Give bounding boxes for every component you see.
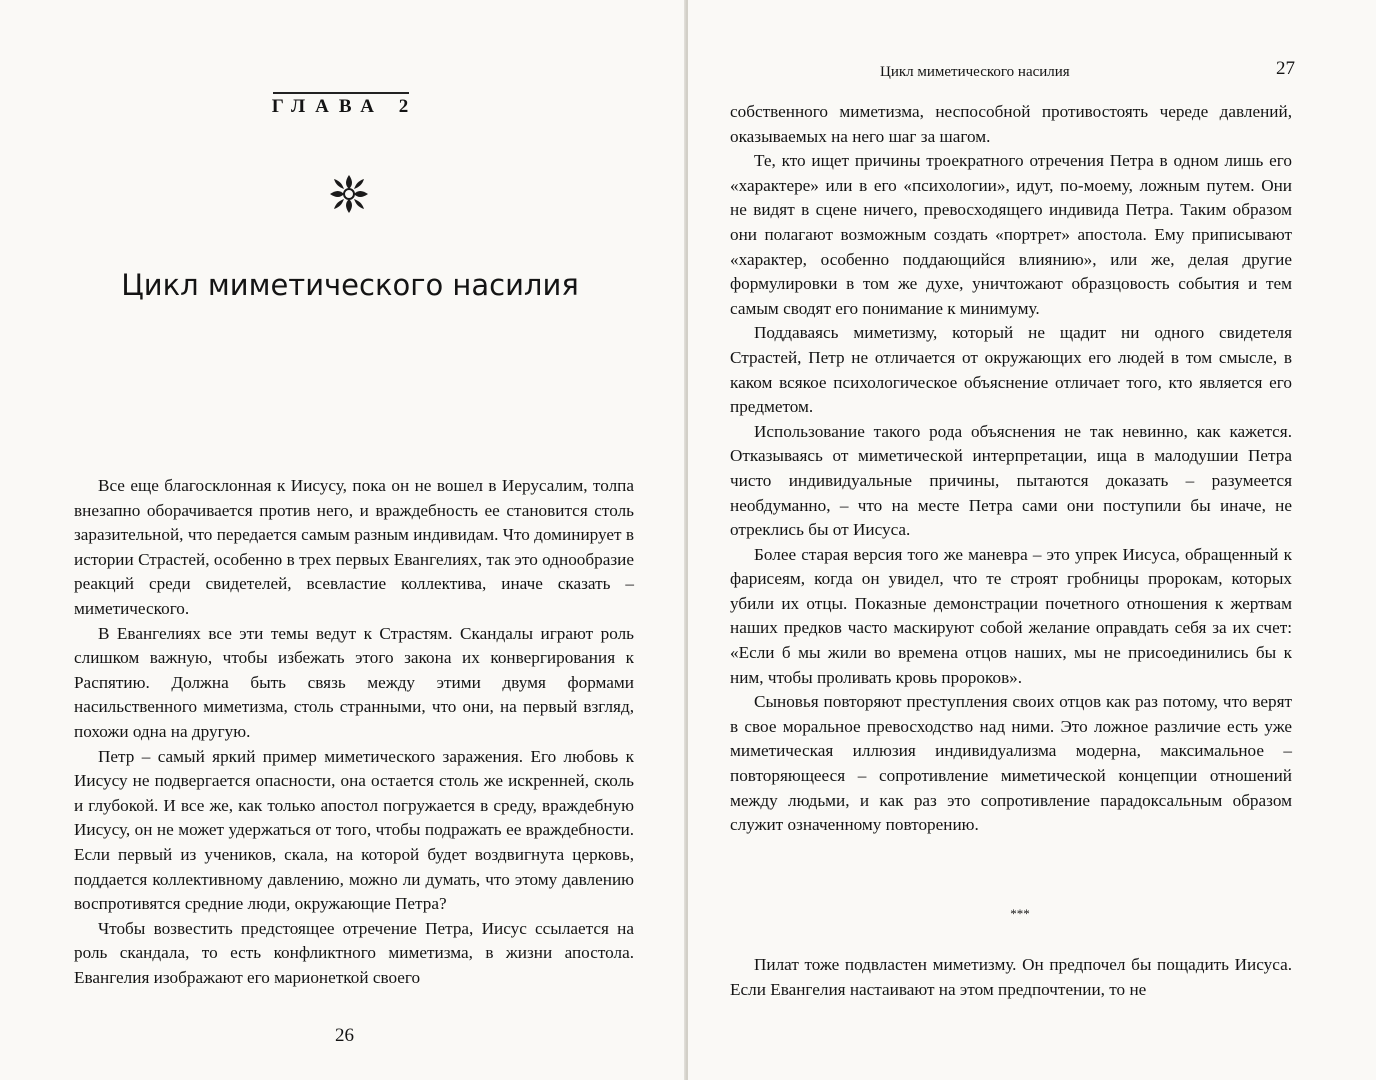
- page-number-left: 26: [335, 1025, 354, 1046]
- paragraph: В Евангелиях все эти темы ведут к Страстям. Скандалы играют роль слишком важную, чтобы избежать этого закона их конвергирования к Распятию. Должна быть связь между этими двумя формами насильственного миметизма, столь странными, что они, на первый взгляд, похожи одна на другую.: [74, 623, 634, 741]
- page-number-right: 27: [1276, 58, 1295, 79]
- paragraph: Все еще благосклонная к Иисусу, пока он не вошел в Иерусалим, толпа внезапно оборачивается против него, и враждебность ее становится столь заразительной, что передается самым разным индивидам. Что доминирует в истории Страстей, особенно в трех первых Евангелиях, так это однообразие реакций среди свидетелей, всевластие коллектива, иначе сказать – миметического.: [74, 476, 634, 618]
- chapter-rule: [273, 92, 409, 94]
- paragraph: собственного миметизма, неспособной противостоять череде давлений, оказываемых на него шаг за шагом.: [730, 102, 1292, 146]
- right-body-text-continued: [730, 953, 1292, 1002]
- left-body-text: [74, 474, 634, 990]
- running-head: Цикл миметического насилия: [880, 64, 1070, 80]
- paragraph: Поддаваясь миметизму, который не щадит ни одного свидетеля Страстей, Петр не отличается от окружающих его людей в том смысле, в каком всякое психологическое объяснение отличает того, кто является его предметом.: [730, 323, 1292, 417]
- floral-ornament-icon: [328, 173, 370, 215]
- chapter-label: ГЛАВА 2: [271, 96, 419, 117]
- paragraph: Сыновья повторяют преступления своих отцов как раз потому, что верят в свое моральное превосходство над ними. Это ложное различие есть уже миметическая иллюзия индивидуализма модерна, максимальное – повторяющееся – сопротивление миметической концепции отношений между людьми, и как раз это сопротивление парадоксальным образом служит означенному повторению.: [730, 692, 1292, 835]
- paragraph: Петр – самый яркий пример миметического заражения. Его любовь к Иисусу не подвергается опасности, она остается столь же искренней, сколь и глубокой. И все же, как только апостол погружается в среду, враждебную Иисусу, он не может удержаться от того, чтобы подражать ее враждебности. Если первый из учеников, скала, на которой будет воздвигнута церковь, поддается коллективному давлению, можно ли думать, что этому давлению воспротивятся средние люди, окружающие Петра?: [74, 746, 634, 914]
- paragraph: Более старая версия того же маневра – это упрек Иисуса, обращенный к фарисеям, когда он увидел, что те строят гробницы пророкам, которых убили их отцы. Показные демонстрации почетного отношения к жертвам наших предков часто маскируют собой желание оправдать себя за их счет: «Если б мы жили во времена отцов наших, мы не присоединились бы к ним, чтобы проливать кровь пророков».: [730, 544, 1292, 687]
- paragraph: Чтобы возвестить предстоящее отречение Петра, Иисус ссылается на роль скандала, то есть конфликтного миметизма, в жизни апостола. Евангелия изображают его марионеткой своего: [74, 918, 634, 987]
- paragraph: Пилат тоже подвластен миметизму. Он предпочел бы пощадить Иисуса. Если Евангелия настаивают на этом предпочтении, то не: [730, 955, 1292, 999]
- section-separator: ***: [1010, 906, 1030, 921]
- right-body-text: [730, 100, 1292, 838]
- chapter-title: Цикл миметического насилия: [121, 268, 579, 302]
- left-page: [0, 0, 686, 1080]
- paragraph: Те, кто ищет причины троекратного отречения Петра в одном лишь его «характере» или в его «психологии», идут, по-моему, ложным путем. Они не видят в сцене ничего, превосходящего индивида Петра. Таким образом они полагают возможным создать «портрет» апостола. Ему приписывают «характер, особенно поддающийся влиянию», или же, делая другие формулировки в том же духе, уничтожают образцовость события и тем самым сводят его понимание к минимуму.: [730, 151, 1292, 318]
- paragraph: Использование такого рода объяснения не так невинно, как кажется. Отказываясь от миметической интерпретации, ища в малодушии Петра чисто индивидуальные причины, пытаются доказать – разумеется необдуманно, – что на месте Петра сами они поступили бы иначе, не отреклись бы от Иисуса.: [730, 421, 1292, 540]
